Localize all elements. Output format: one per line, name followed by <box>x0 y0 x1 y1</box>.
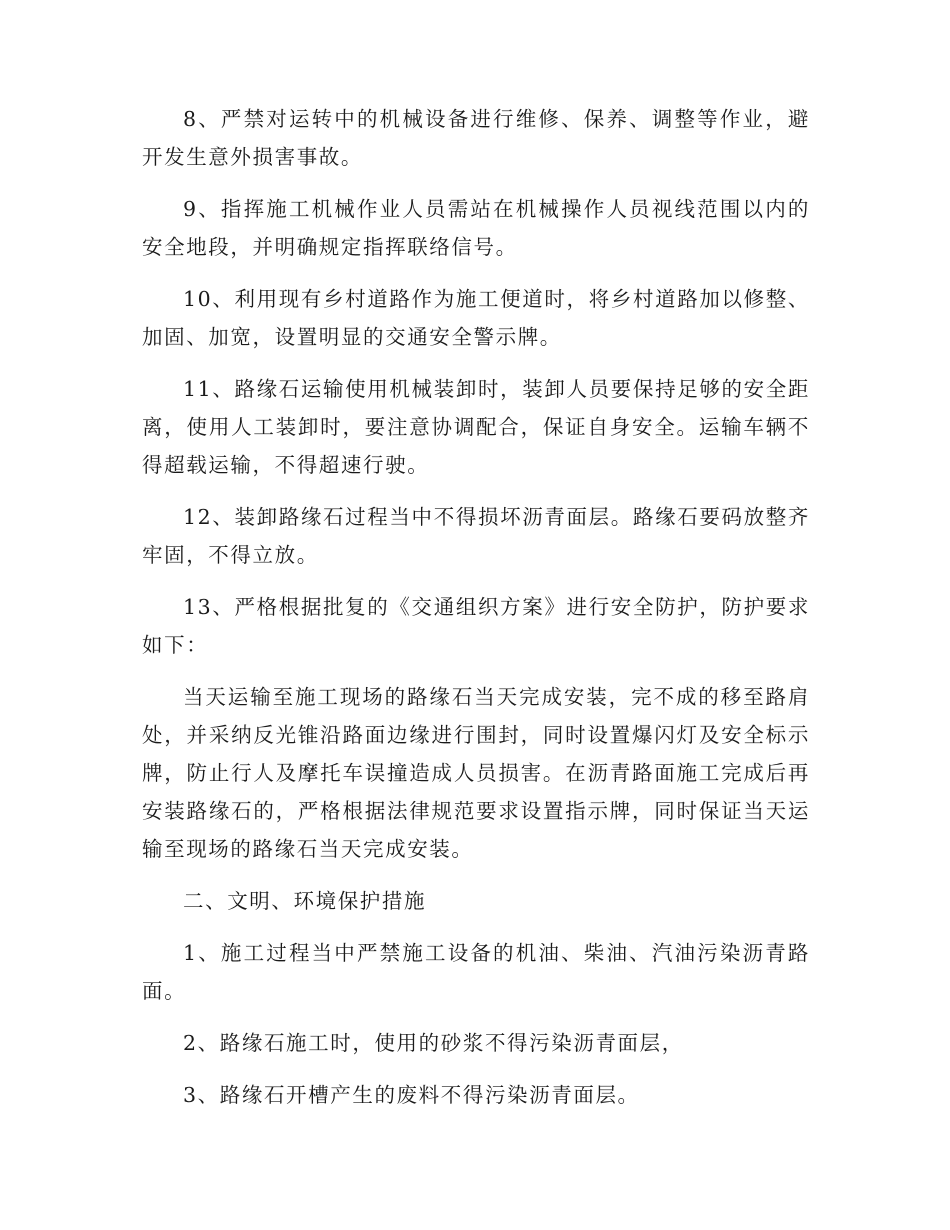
paragraph-env-item-1: 1、施工过程当中严禁施工设备的机油、柴油、汽油污染沥青路面。 <box>142 941 810 1003</box>
paragraph-item-13: 13、严格根据批复的《交通组织方案》进行安全防护，防护要求如下： <box>142 595 810 657</box>
paragraph-item-10: 10、利用现有乡村道路作为施工便道时，将乡村道路加以修整、加固、加宽，设置明显的交通安全警示牌。 <box>142 287 810 349</box>
paragraph-item-12: 12、装卸路缘石过程当中不得损坏沥青面层。路缘石要码放整齐牢固，不得立放。 <box>142 505 810 567</box>
paragraph-env-item-2: 2、路缘石施工时，使用的砂浆不得污染沥青面层， <box>183 1031 684 1055</box>
paragraph-item-9: 9、指挥施工机械作业人员需站在机械操作人员视线范围以内的安全地段，并明确规定指挥联络信号。 <box>142 197 810 259</box>
section-heading-environment: 二、文明、环境保护措施 <box>183 889 427 913</box>
paragraph-item-8: 8、严禁对运转中的机械设备进行维修、保养、调整等作业，避开发生意外损害事故。 <box>142 107 810 169</box>
paragraph-item-11: 11、路缘石运输使用机械装卸时，装卸人员要保持足够的安全距离，使用人工装卸时，要注意协调配合，保证自身安全。运输车辆不得超载运输，不得超速行驶。 <box>142 377 810 477</box>
paragraph-env-item-3: 3、路缘石开槽产生的废料不得污染沥青面层。 <box>183 1083 640 1107</box>
paragraph-protection-detail: 当天运输至施工现场的路缘石当天完成安装，完不成的移至路肩处，并采纳反光锥沿路面边缘进行围封，同时设置爆闪灯及安全标示牌，防止行人及摩托车误撞造成人员损害。在沥青路面施工完成后再安装路缘石的，严格根据法律规范要求设置指示牌，同时保证当天运输至现场的路缘石当天完成安装。 <box>142 685 810 861</box>
document-page <box>142 100 810 1128</box>
